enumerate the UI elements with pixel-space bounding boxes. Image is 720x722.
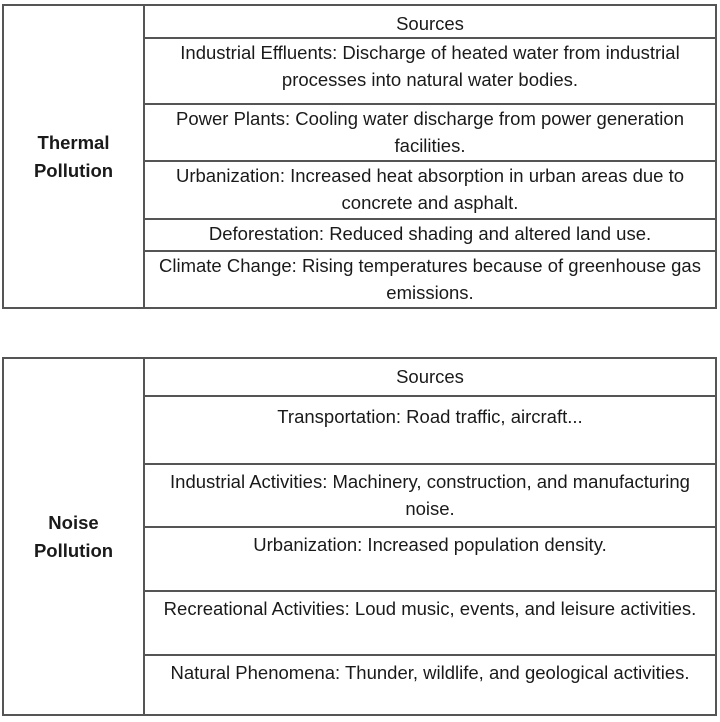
source-cell: Climate Change: Rising temperatures because of greenhouse gas emissions. xyxy=(144,251,716,308)
category-label: Thermal Pollution xyxy=(33,131,114,181)
source-cell: Deforestation: Reduced shading and altered land use. xyxy=(144,219,716,251)
category-cell xyxy=(3,358,144,715)
source-cell: Industrial Activities: Machinery, construction, and manufacturing noise. xyxy=(144,464,716,527)
source-cell: Recreational Activities: Loud music, events, and leisure activities. xyxy=(144,591,716,655)
source-cell: Industrial Effluents: Discharge of heated water from industrial processes into natural water bodies. xyxy=(144,38,716,104)
sources-header: Sources xyxy=(144,5,716,38)
sources-header: Sources xyxy=(144,358,716,396)
thermal-pollution-table xyxy=(2,4,717,309)
source-cell: Transportation: Road traffic, aircraft... xyxy=(144,396,716,464)
source-cell: Urbanization: Increased population density. xyxy=(144,527,716,591)
category-label: Noise Pollution xyxy=(33,511,114,561)
source-cell: Natural Phenomena: Thunder, wildlife, and geological activities. xyxy=(144,655,716,715)
source-cell: Power Plants: Cooling water discharge from power generation facilities. xyxy=(144,104,716,161)
noise-pollution-table xyxy=(2,357,717,716)
source-cell: Urbanization: Increased heat absorption in urban areas due to concrete and asphalt. xyxy=(144,161,716,219)
category-cell xyxy=(3,5,144,308)
